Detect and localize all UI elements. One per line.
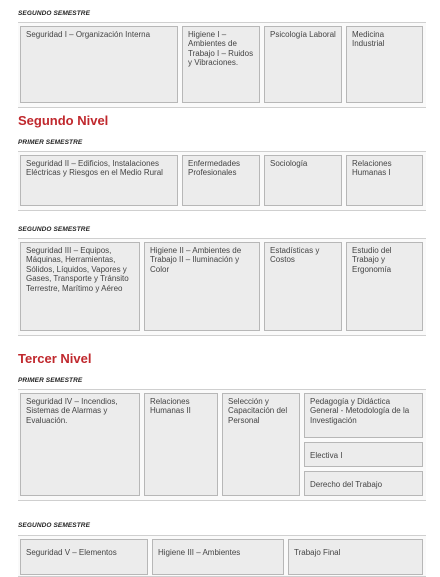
course-cell	[20, 242, 140, 331]
course-name: Higiene II – Ambientes de Trabajo II – Iluminación y Color	[150, 246, 242, 274]
course-cell	[152, 539, 284, 575]
course-cell	[20, 155, 178, 206]
course-name: Psicología Laboral	[270, 30, 336, 39]
semester-heading: SEGUNDO SEMESTRE	[18, 522, 91, 529]
course-name: Estadísticas y Costos	[270, 246, 320, 265]
course-row	[18, 535, 426, 577]
course-name: Pedagogía y Didáctica General - Metodología de la Investigación	[310, 397, 410, 425]
course-cell	[222, 393, 300, 496]
course-cell	[264, 242, 342, 331]
course-name: Seguridad V – Elementos	[26, 548, 117, 557]
level-title: Segundo Nivel	[18, 113, 109, 128]
course-cell	[304, 471, 423, 496]
course-cell	[144, 242, 260, 331]
course-row	[18, 22, 426, 108]
course-cell	[20, 393, 140, 496]
course-name: Estudio del Trabajo y Ergonomía	[352, 246, 392, 274]
course-cell	[288, 539, 423, 575]
course-name: Higiene I – Ambientes de Trabajo I – Ruidos y Vibraciones.	[188, 30, 254, 68]
semester-heading: PRIMER SEMESTRE	[18, 377, 83, 384]
course-row	[18, 238, 426, 336]
course-name: Relaciones Humanas I	[352, 159, 392, 178]
semester-heading: SEGUNDO SEMESTRE	[18, 226, 91, 233]
semester-heading: SEGUNDO SEMESTRE	[18, 10, 91, 17]
course-cell	[304, 442, 423, 467]
course-cell	[304, 393, 423, 438]
semester-heading: PRIMER SEMESTRE	[18, 139, 83, 146]
course-name: Seguridad II – Edificios, Instalaciones Eléctricas y Riesgos en el Medio Rural	[26, 159, 163, 178]
course-name: Seguridad I – Organización Interna	[26, 30, 151, 39]
course-name: Trabajo Final	[294, 548, 341, 557]
course-name: Medicina Industrial	[352, 30, 385, 49]
course-name: Derecho del Trabajo	[310, 480, 383, 489]
course-cell	[182, 26, 260, 103]
course-cell	[264, 26, 342, 103]
course-name: Enfermedades Profesionales	[188, 159, 241, 178]
course-name: Selección y Capacitación del Personal	[228, 397, 288, 425]
level-title: Tercer Nivel	[18, 351, 92, 366]
course-cell	[20, 26, 178, 103]
course-cell	[182, 155, 260, 206]
course-cell	[346, 26, 423, 103]
course-cell	[346, 242, 423, 331]
course-row	[18, 151, 426, 211]
course-name: Seguridad III – Equipos, Máquinas, Herramientas, Sólidos, Líquidos, Vapores y Gases, Transporte y Tránsito Terrestre, Marítimo y Aéreo	[26, 246, 129, 293]
course-cell	[346, 155, 423, 206]
course-name: Higiene III – Ambientes	[158, 548, 241, 557]
course-name: Electiva I	[310, 451, 343, 460]
course-name: Relaciones Humanas II	[150, 397, 191, 416]
course-cell	[20, 539, 148, 575]
course-cell	[264, 155, 342, 206]
course-cell	[144, 393, 218, 496]
course-row	[18, 389, 426, 501]
course-name: Sociología	[270, 159, 308, 168]
course-name: Seguridad IV – Incendios, Sistemas de Alarmas y Evaluación.	[26, 397, 118, 425]
